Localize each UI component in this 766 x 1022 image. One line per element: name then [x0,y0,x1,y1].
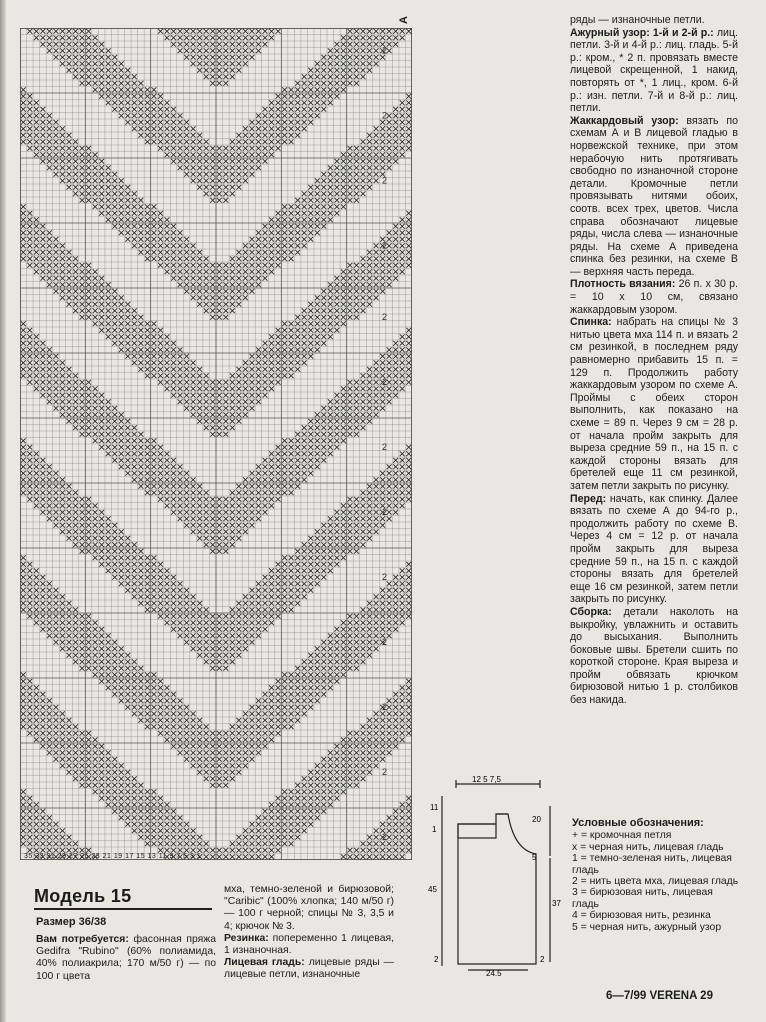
dim-1: 1 [432,825,437,834]
legend-title: Условные обозначения: [572,817,704,829]
chart-row-label: 2 [382,45,388,56]
title-underline [34,908,212,910]
dim-37: 37 [552,899,561,908]
jacquard-heading: Жаккардовый узор: [570,114,679,127]
chart-row-label: 2 [382,175,388,186]
density-text: 26 п. х 30 р. = 10 х 10 см, связано жаккардовым узором. [570,278,738,316]
stockinette-heading: Лицевая гладь: [224,957,305,969]
chart-grid-lines [20,28,412,860]
dim-11: 11 [430,803,439,812]
chart-row-label: 2 [382,572,388,582]
front-text: начать, как спинку. Далее вязать по схеме А до 94-го р., продолжить работу по схеме В. Через 4 см = 12 р. от начала пройм закрыть для выреза средние 59 п., на 15 п. с каждой стороны вязать для бретелей еще 16 см резинкой, затем петли закрыть по рисунку. [570,492,738,606]
chart-column-numbers: 35 33 31 29 27 25 23 21 19 17 15 13 11 9 7 5 3 1 [24,853,202,860]
stockinette-text: лицевые ряды — лицевые петли, изнаночные [224,957,395,981]
page-footer: 6—7/99 VERENA 29 [606,990,713,1002]
schematic-top-dims: 12 5 7,5 [472,776,501,784]
jacquard-chart [20,28,412,860]
size-label: Размер 36/38 [36,916,107,928]
chart-row-label: 2 [382,377,388,387]
instructions-column [570,14,738,707]
assembly-heading: Сборка: [570,605,612,618]
front-section [570,493,738,606]
chart-corner-mark: A [397,16,410,24]
schematic-drawing [428,776,568,976]
chart-row-label: 2 [382,442,388,452]
chart-row-label: 2 [382,767,388,777]
dim-20: 20 [532,815,541,824]
lead-line: ряды — изнаночные петли. [570,14,705,26]
chart-row-label: 2 [382,312,388,322]
stockinette-section [224,957,394,981]
dim-width: 24,5 [486,969,502,976]
jacquard-text: вязать по схемам А и В лицевой гладью в норвежской технике, при этом нерабочую нить протягивать свободно по изнаночной стороне детали. Кромочные петли провязывать нитями обоих, соотв. всех трех, цветов. Числа справа обозначают лицевые ряды, числа слева — изнаночные ряды. На схеме А приведена спинка без резинки, на схеме В — верхняя часть переда. [570,114,738,278]
chart-row-label: 2 [382,702,388,712]
ajour-heading: Ажурный узор: 1-й и 2-й р.: [570,26,714,39]
ajour-section [570,27,738,115]
legend-item: 1 = темно-зеленая нить, лицевая гладь [572,853,732,876]
materials-column [36,934,216,983]
legend-item: + = кромочная петля [572,830,672,842]
chart-row-label: 2 [382,507,388,517]
materials-text [36,934,216,983]
dim-45: 45 [428,885,437,894]
front-heading: Перед: [570,492,607,505]
jacquard-chart-grid [20,28,412,860]
density-section [570,278,738,316]
chart-row-label: 2 [382,832,388,842]
chart-left-margin [0,28,20,860]
back-text: набрать на спицы № 3 нитью цвета мха 114 п. и вязать 2 см резинкой, в последнем ряду равномерно прибавить 15 п. = 129 п. Продолжить работу жаккардовым узором по схеме А. Проймы с обеих сторон выполнить, как показано на схеме = 89 п. Через 9 см = 28 р. от начала пройм закрыть для выреза средние 59 п., на 15 п. с каждой стороны вязать для бретелей еще 11 см резинкой, затем петли закрыть по рисунку. [570,316,738,492]
chart-row-label: 2 [382,110,388,121]
materials-heading: Вам потребуется: [36,934,129,945]
legend-item: x = черная нить, лицевая гладь [572,841,724,853]
back-section [570,316,738,492]
symbol-legend [572,818,742,933]
dim-5: 5 [532,853,537,862]
dim-2-right: 2 [540,955,545,964]
model-title: Модель 15 [34,886,132,906]
rib-text: попеременно 1 лицевая, 1 изнаночная. [224,932,395,957]
jacquard-section [570,115,738,279]
chart-row-label: 2 [382,637,388,647]
legend-item: 3 = бирюзовая нить, лицевая гладь [572,887,713,910]
legend-item: 5 = черная нить, ажурный узор [572,921,722,933]
materials-column-2 [224,884,394,982]
assembly-text: детали наколоть на выкройку, увлажнить и оставить до высыхания. Выполнить боковые швы. Бретели сшить по короткой стороне. Края выреза и пройм обвязать крючком бирюзовой нитью 1 р. столбиков без накида. [570,605,738,707]
garment-schematic [428,776,568,976]
assembly-section [570,606,738,707]
density-heading: Плотность вязания: [570,278,676,291]
ajour-text: лиц. петли. 3-й и 4-й р.: лиц. гладь. 5-й р.: кром., * 2 п. провязать вместе лицевой скрещенной, 1 накид, повторять от *, 1 лиц., кром. 6-й р.: изн. петли. 7-й и 8-й р.: лиц. петли. [570,26,738,115]
rib-section [224,933,394,957]
dim-2-left: 2 [434,955,439,964]
strap-left [458,824,496,838]
garment-outline [458,814,536,964]
chart-row-label: 2 [382,240,388,251]
materials-continued: мха, темно-зеленой и бирюзовой; "Caribic" (100% хлопка; 140 м/50 г) — 100 г черной; спицы № 3, 3,5 и 4; крючок № 3. [224,884,394,932]
legend-item: 4 = бирюзовая нить, резинка [572,910,711,922]
materials-body: фасонная пряжа Gedifra "Rubino" (60% полиамида, 40% полиакрила; 170 м/50 г) — по 100 г цвета [36,934,216,982]
rib-heading: Резинка: [224,932,269,944]
legend-item: 2 = нить цвета мха, лицевая гладь [572,876,739,888]
back-heading: Спинка: [570,316,612,329]
